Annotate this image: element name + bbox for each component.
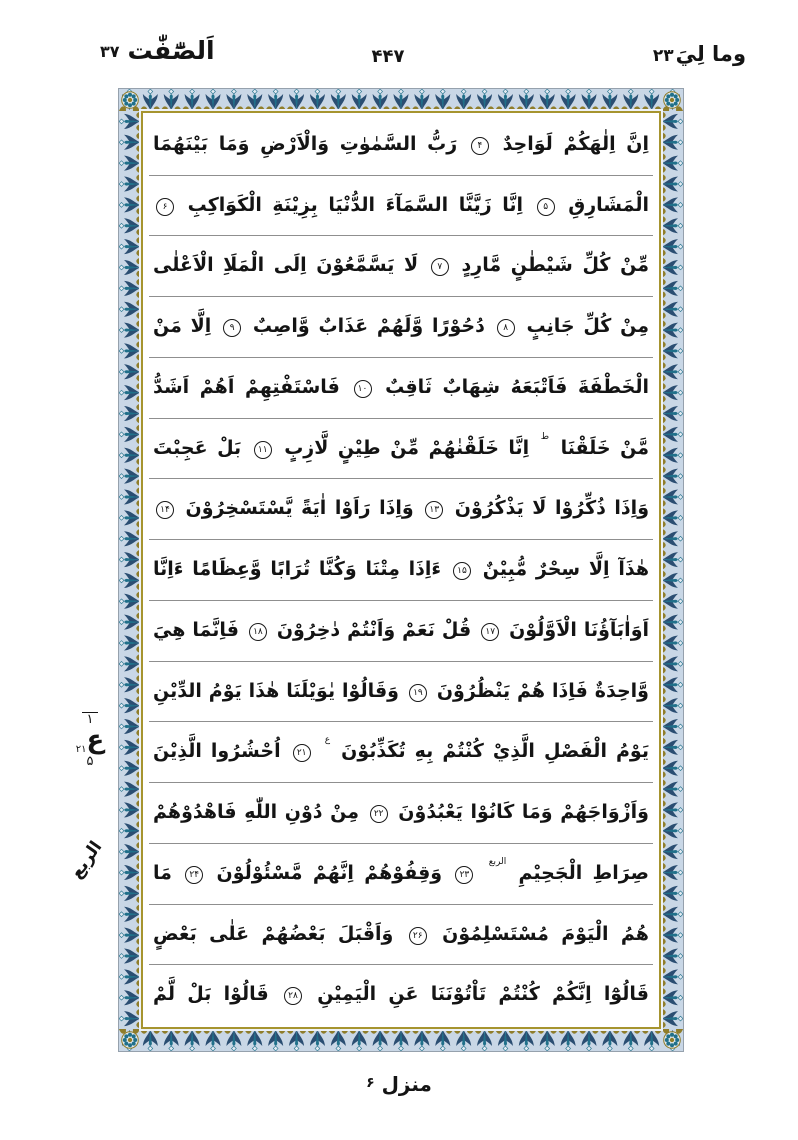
- ayah-marker: ۲۲: [370, 805, 388, 823]
- quran-text-area: [149, 115, 653, 1025]
- border-pattern-bottom: [119, 1029, 683, 1051]
- ayah-text: لَا يَسَّمَّعُوْنَ اِلَى الْمَلَاِ الْاَعْلٰى: [153, 254, 419, 277]
- ayah-marker: ۴: [471, 137, 489, 155]
- ayah-text: وَّاحِدَةٌ فَاِذَا هُمْ يَنْظُرُوْنَ: [436, 679, 649, 702]
- quarter-marker: الربع: [66, 837, 107, 883]
- ayah-text: وَاِذَا ذُكِّرُوْا لَا يَذْكُرُوْنَ: [454, 497, 650, 520]
- ayah-text: اِنَّ اِلٰهَكُمْ لَوَاحِدٌ: [502, 133, 650, 155]
- quran-line-8: [149, 540, 653, 601]
- ayah-text: فَاِنَّمَا هِيَ: [153, 618, 239, 641]
- surah-header: [100, 36, 215, 65]
- ayah-text: اُحْشُرُوا الَّذِيْنَ: [153, 740, 281, 763]
- ayah-text: وَاَزْوَاجَهُمْ وَمَا كَانُوْا يَعْبُدُوْنَ: [398, 801, 649, 824]
- quran-line-13: [149, 844, 653, 905]
- border-corner-rosette: [661, 89, 683, 111]
- ayah-text: هٰذَآ اِلَّا سِحْرٌ مُّبِيْنٌ: [482, 558, 649, 581]
- text-panel: [141, 111, 661, 1029]
- ayah-text: اَوَاٰبَآؤُنَا الْاَوَّلُوْنَ: [509, 618, 650, 641]
- juz-name: وما لِيَ: [675, 42, 746, 66]
- ayah-marker: ۲۱: [293, 744, 311, 762]
- ayah-marker: ۱۰: [354, 380, 372, 398]
- ayah-marker: ۱۱: [254, 441, 272, 459]
- ayah-marker: ۸: [497, 319, 515, 337]
- ayah-text: مَّنْ خَلَقْنَا: [560, 436, 649, 459]
- ayah-text: صِرَاطِ الْجَحِيْمِ: [518, 861, 649, 884]
- quran-line-5: [149, 358, 653, 419]
- ayah-marker: ۱۷: [481, 623, 499, 641]
- ruku-number-middle: ۲۱: [75, 743, 87, 755]
- ayah-text: هُمُ الْيَوْمَ مُسْتَسْلِمُوْنَ: [442, 922, 649, 945]
- surah-number: ۳۷: [100, 42, 120, 61]
- ayah-marker: ۱۳: [425, 501, 443, 519]
- border-corner-rosette: [661, 1029, 683, 1051]
- border-pattern-right: [661, 111, 683, 1029]
- ayah-text: قَالُوْا بَلْ لَّمْ: [153, 983, 269, 1006]
- quran-line-3: [149, 236, 653, 297]
- ayah-text: قَالُوْٓا اِنَّكُمْ كُنْتُمْ تَاْتُوْنَنَا عَنِ الْيَمِيْنِ: [317, 983, 649, 1006]
- ayah-marker: ۱۸: [249, 623, 267, 641]
- waqf-annotation: ع: [324, 735, 331, 746]
- quran-line-4: [149, 297, 653, 358]
- quran-line-14: [149, 905, 653, 966]
- quran-line-1: [149, 115, 653, 176]
- ayah-text: وَقَالُوْا يٰوَيْلَنَا هٰذَا يَوْمُ الدِّيْنِ: [153, 679, 399, 702]
- manzil-label: منزل: [381, 1072, 432, 1096]
- quran-line-2: [149, 176, 653, 237]
- decorative-border-frame: [118, 88, 684, 1052]
- ayah-marker: ۶: [156, 198, 174, 216]
- ayah-text: وَاِذَا رَاَوْا اٰيَةً يَّسْتَسْخِرُوْنَ: [185, 497, 414, 520]
- ayah-marker: ۱۹: [409, 684, 427, 702]
- border-corner-rosette: [119, 1029, 141, 1051]
- ayah-text: بَلْ عَجِبْتَ: [153, 436, 242, 459]
- juz-number: ۲۳: [652, 46, 674, 66]
- ayah-text: وَقِفُوْهُمْ اِنَّهُمْ مَّسْئُوْلُوْنَ: [216, 861, 443, 884]
- quran-line-7: [149, 479, 653, 540]
- quran-line-6: [149, 419, 653, 480]
- ruku-number-top: ۱: [82, 712, 99, 727]
- ayah-marker: ۵: [537, 198, 555, 216]
- quran-line-15: [149, 965, 653, 1025]
- ayah-marker: ۱۵: [453, 562, 471, 580]
- ayah-text: ءَاِذَا مِتْنَا وَكُنَّا تُرَابًا وَّعِظَامًا ءَاِنَّا: [153, 558, 442, 581]
- ayah-marker: ۲۳: [455, 866, 473, 884]
- ayah-marker: ۲۸: [284, 987, 302, 1005]
- waqf-annotation: الربع: [488, 856, 507, 867]
- ayah-marker: ۲۴: [185, 866, 203, 884]
- ayah-text: اِنَّا زَيَّنَّا السَّمَآءَ الدُّنْيَا بِزِيْنَةِ الْكَوَاكِبِ: [187, 193, 524, 216]
- ayah-text: دُحُوْرًا وَّلَهُمْ عَذَابٌ وَّاصِبٌ: [252, 315, 485, 338]
- ayah-marker: ۱۴: [156, 501, 174, 519]
- quran-line-12: [149, 783, 653, 844]
- ayah-text: مِنْ دُوْنِ اللّٰهِ فَاهْدُوْهُمْ: [153, 801, 360, 824]
- ayah-marker: ۷: [431, 258, 449, 276]
- ayah-text: الْخَطْفَةَ فَاَتْبَعَهُ شِهَابٌ ثَاقِبٌ: [385, 375, 649, 398]
- border-corner-rosette: [119, 89, 141, 111]
- ayah-text: رَبُّ السَّمٰوٰتِ وَالْاَرْضِ وَمَا بَيْنَهُمَا: [153, 133, 458, 155]
- surah-name: اَلصّٰٓفّٰت: [127, 36, 215, 65]
- ayah-marker: ۹: [223, 319, 241, 337]
- manzil-footer: [0, 1072, 798, 1096]
- ayah-text: اِنَّا خَلَقْنٰهُمْ مِّنْ طِيْنٍ لَّازِبٍ: [284, 436, 530, 459]
- border-pattern-left: [119, 111, 141, 1029]
- ruku-number-bottom: ۵: [86, 754, 94, 770]
- ayah-text: الْمَشَارِقِ: [568, 193, 649, 216]
- page-number: ۴۴۷: [371, 46, 405, 67]
- border-pattern-top: [119, 89, 683, 111]
- quran-line-11: [149, 722, 653, 783]
- ayah-text: اِلَّا مَنْ: [153, 315, 212, 338]
- ruku-ain: ع: [86, 724, 105, 755]
- waqf-annotation: ط: [540, 431, 550, 442]
- ayah-text: مِّنْ كُلِّ شَيْطٰنٍ مَّارِدٍ: [461, 254, 649, 277]
- quran-line-10: [149, 662, 653, 723]
- quran-line-9: [149, 601, 653, 662]
- ayah-text: مَا: [153, 861, 172, 884]
- ruku-marker: [70, 710, 110, 769]
- ayah-text: وَاَقْبَلَ بَعْضُهُمْ عَلٰى بَعْضٍ: [153, 922, 394, 945]
- manzil-number: ۶: [366, 1075, 375, 1091]
- ayah-text: يَوْمُ الْفَصْلِ الَّذِيْ كُنْتُمْ بِهِ تُكَذِّبُوْنَ: [341, 740, 649, 763]
- ayah-text: فَاسْتَفْتِهِمْ اَهُمْ اَشَدُّ: [153, 375, 340, 398]
- ayah-text: مِنْ كُلِّ جَانِبٍ: [526, 315, 649, 338]
- ayah-text: قُلْ نَعَمْ وَاَنْتُمْ دٰخِرُوْنَ: [276, 618, 472, 641]
- juz-header: [653, 42, 746, 66]
- ayah-marker: ۲۶: [409, 927, 427, 945]
